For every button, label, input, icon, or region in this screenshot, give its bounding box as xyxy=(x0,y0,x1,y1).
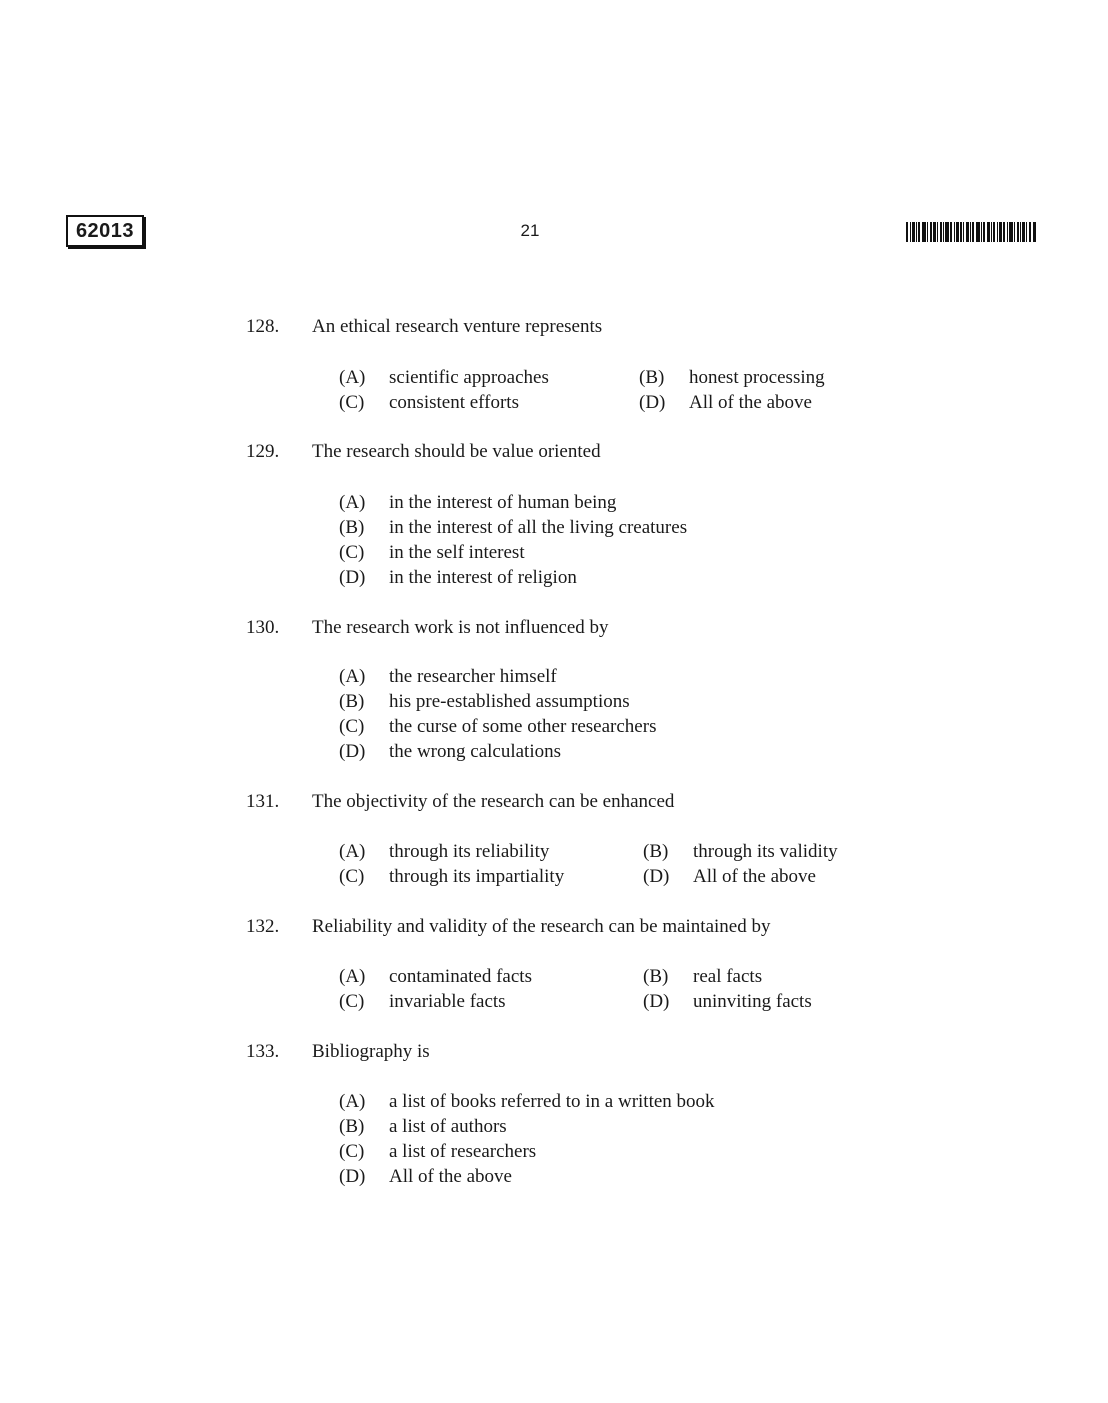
option-d[interactable]: (D) uninviting facts xyxy=(643,991,812,1012)
option-c[interactable]: (C) in the self interest xyxy=(339,542,525,563)
question-number: 129. xyxy=(246,441,280,462)
option-a[interactable]: (A) a list of books referred to in a written book xyxy=(339,1091,715,1112)
question-text: The research work is not influenced by xyxy=(312,617,609,638)
option-c[interactable]: (C) consistent efforts xyxy=(339,392,519,413)
question-text: Bibliography is xyxy=(312,1041,430,1062)
option-d[interactable]: (D) the wrong calculations xyxy=(339,741,562,762)
option-a[interactable]: (A) the researcher himself xyxy=(339,666,557,687)
option-d[interactable]: (D) in the interest of religion xyxy=(339,567,577,588)
option-c[interactable]: (C) the curse of some other researchers xyxy=(339,716,657,737)
option-a[interactable]: (A) contaminated facts xyxy=(339,966,532,987)
page-number: 21 xyxy=(520,221,540,240)
option-a[interactable]: (A) scientific approaches xyxy=(339,367,549,388)
option-c[interactable]: (C) through its impartiality xyxy=(339,866,565,887)
option-b[interactable]: (B) a list of authors xyxy=(339,1116,507,1137)
option-b[interactable]: (B) in the interest of all the living creatures xyxy=(339,517,688,538)
option-c[interactable]: (C) a list of researchers xyxy=(339,1141,537,1162)
option-d[interactable]: (D) All of the above xyxy=(339,1166,512,1187)
option-b[interactable]: (B) his pre-established assumptions xyxy=(339,691,630,712)
question-text: An ethical research venture represents xyxy=(312,316,603,337)
question-text: The research should be value oriented xyxy=(312,441,601,462)
question-text: Reliability and validity of the research can be maintained by xyxy=(312,916,771,937)
option-b[interactable]: (B) through its validity xyxy=(643,841,838,862)
option-a[interactable]: (A) in the interest of human being xyxy=(339,492,617,513)
option-b[interactable]: (B) honest processing xyxy=(639,367,825,388)
option-c[interactable]: (C) invariable facts xyxy=(339,991,506,1012)
barcode-icon xyxy=(906,222,1036,242)
question-number: 128. xyxy=(246,316,280,337)
question-number: 130. xyxy=(246,617,280,638)
option-d[interactable]: (D) All of the above xyxy=(643,866,816,887)
option-b[interactable]: (B) real facts xyxy=(643,966,763,987)
option-a[interactable]: (A) through its reliability xyxy=(339,841,550,862)
question-text: The objectivity of the research can be enhanced xyxy=(312,791,675,812)
question-number: 133. xyxy=(246,1041,280,1062)
paper-code: 62013 xyxy=(66,215,144,247)
question-number: 132. xyxy=(246,916,280,937)
question-number: 131. xyxy=(246,791,280,812)
option-d[interactable]: (D) All of the above xyxy=(639,392,812,413)
